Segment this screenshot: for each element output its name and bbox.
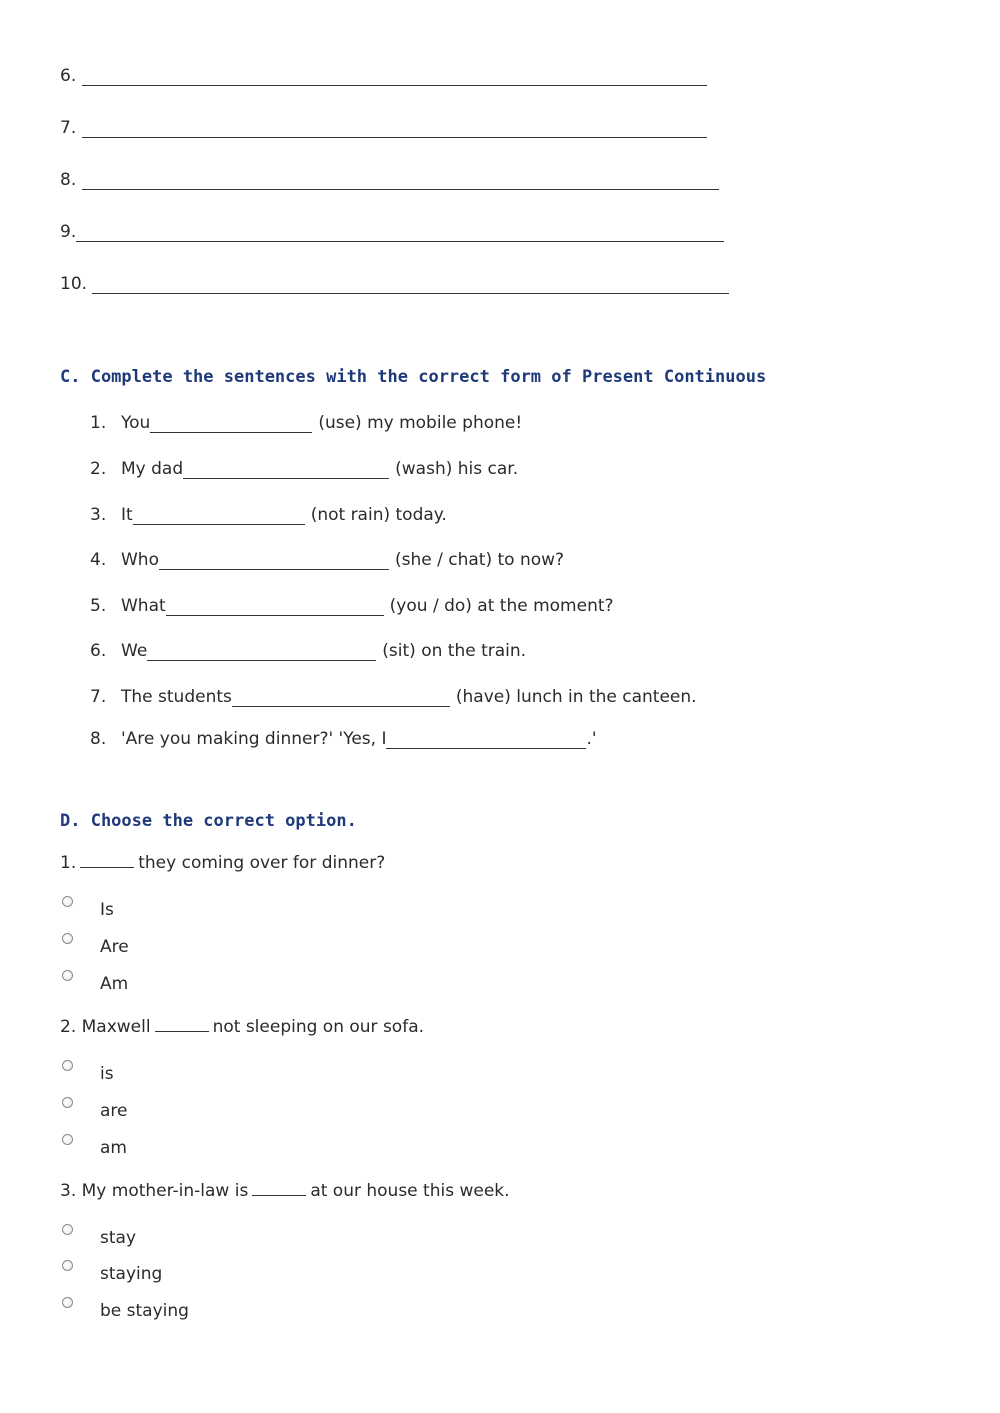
answer-line-9[interactable] (60, 218, 724, 242)
item-text-after: (you / do) at the moment? (389, 596, 614, 616)
option-label: is (100, 1064, 114, 1084)
section-c-item-7 (90, 687, 697, 707)
item-text-before: My dad (121, 459, 184, 479)
question-2-option-am[interactable] (62, 1134, 262, 1160)
section-c-item-6 (90, 641, 526, 661)
question-gap (252, 1180, 306, 1196)
item-number: 5. (90, 596, 107, 616)
question-2-option-is[interactable] (62, 1060, 262, 1086)
section-c-item-3 (90, 505, 447, 525)
item-text-after: (sit) on the train. (382, 641, 527, 661)
item-number: 4. (90, 550, 107, 570)
item-text-before: Who (121, 550, 159, 570)
answer-line-6[interactable] (60, 62, 707, 86)
answer-blank[interactable] (76, 225, 724, 242)
answer-blank[interactable] (82, 121, 707, 138)
answer-line-7[interactable] (60, 114, 707, 138)
question-1 (60, 852, 385, 873)
question-text: not sleeping on our sofa. (212, 1017, 425, 1037)
radio-button[interactable] (62, 1134, 73, 1145)
item-text-after: (she / chat) to now? (394, 550, 565, 570)
question-prefix: 1. (60, 853, 77, 873)
item-text-before: We (121, 641, 148, 661)
radio-button[interactable] (62, 1097, 73, 1108)
section-c-item-8 (90, 729, 597, 749)
item-text-after: .' (586, 729, 597, 749)
question-text: at our house this week. (310, 1181, 510, 1201)
item-number: 8. (90, 729, 107, 749)
fill-in-blank[interactable] (133, 508, 305, 525)
item-text-before: 'Are you making dinner?' 'Yes, I (121, 729, 387, 749)
question-3-option-be-staying[interactable] (62, 1297, 262, 1323)
answer-line-10[interactable] (60, 270, 729, 294)
item-text-after: (wash) his car. (395, 459, 519, 479)
answer-blank[interactable] (82, 69, 707, 86)
option-label: be staying (100, 1301, 189, 1321)
fill-in-blank[interactable] (183, 462, 389, 479)
item-number: 2. (90, 459, 107, 479)
question-text: they coming over for dinner? (138, 853, 386, 873)
question-1-option-are[interactable] (62, 933, 262, 959)
answer-line-8[interactable] (60, 166, 719, 190)
answer-line-number: 6. (60, 66, 82, 86)
item-number: 7. (90, 687, 107, 707)
item-text-after: (have) lunch in the canteen. (455, 687, 697, 707)
answer-blank[interactable] (92, 277, 729, 294)
section-c-item-4 (90, 550, 564, 570)
option-label: staying (100, 1264, 163, 1284)
section-c-item-5 (90, 596, 614, 616)
option-label: Are (100, 937, 129, 957)
radio-button[interactable] (62, 1060, 73, 1071)
fill-in-blank[interactable] (147, 644, 376, 661)
option-label: Is (100, 900, 114, 920)
option-label: are (100, 1101, 128, 1121)
option-label: Am (100, 974, 129, 994)
fill-in-blank[interactable] (386, 732, 586, 749)
radio-button[interactable] (62, 1224, 73, 1235)
item-text-before: You (121, 413, 151, 433)
radio-button[interactable] (62, 896, 73, 907)
question-3-option-stay[interactable] (62, 1224, 262, 1250)
answer-blank[interactable] (82, 173, 719, 190)
question-2-option-are[interactable] (62, 1097, 262, 1123)
question-gap (80, 852, 134, 868)
fill-in-blank[interactable] (232, 690, 450, 707)
fill-in-blank[interactable] (150, 416, 312, 433)
question-3 (60, 1180, 510, 1201)
item-text-after: (not rain) today. (310, 505, 447, 525)
question-1-option-am[interactable] (62, 970, 262, 996)
question-prefix: 3. My mother-in-law is (60, 1181, 249, 1201)
item-number: 3. (90, 505, 107, 525)
section-d-heading: D. Choose the correct option. (60, 811, 357, 831)
option-label: stay (100, 1228, 137, 1248)
item-number: 1. (90, 413, 107, 433)
question-1-option-is[interactable] (62, 896, 262, 922)
radio-button[interactable] (62, 1260, 73, 1271)
question-gap (155, 1016, 209, 1032)
item-text-before: What (121, 596, 166, 616)
section-c-item-2 (90, 459, 518, 479)
item-text-before: It (121, 505, 133, 525)
item-number: 6. (90, 641, 107, 661)
answer-line-number: 7. (60, 118, 82, 138)
question-2 (60, 1016, 424, 1037)
option-label: am (100, 1138, 127, 1158)
fill-in-blank[interactable] (159, 553, 389, 570)
fill-in-blank[interactable] (166, 599, 384, 616)
question-prefix: 2. Maxwell (60, 1017, 151, 1037)
answer-line-number: 8. (60, 170, 82, 190)
section-c-heading: C. Complete the sentences with the correct form of Present Continuous (60, 367, 767, 387)
radio-button[interactable] (62, 1297, 73, 1308)
radio-button[interactable] (62, 970, 73, 981)
section-c-item-1 (90, 413, 522, 433)
answer-line-number: 10. (60, 274, 93, 294)
question-3-option-staying[interactable] (62, 1260, 262, 1286)
item-text-after: (use) my mobile phone! (318, 413, 523, 433)
radio-button[interactable] (62, 933, 73, 944)
answer-line-number: 9. (60, 222, 77, 242)
item-text-before: The students (121, 687, 232, 707)
